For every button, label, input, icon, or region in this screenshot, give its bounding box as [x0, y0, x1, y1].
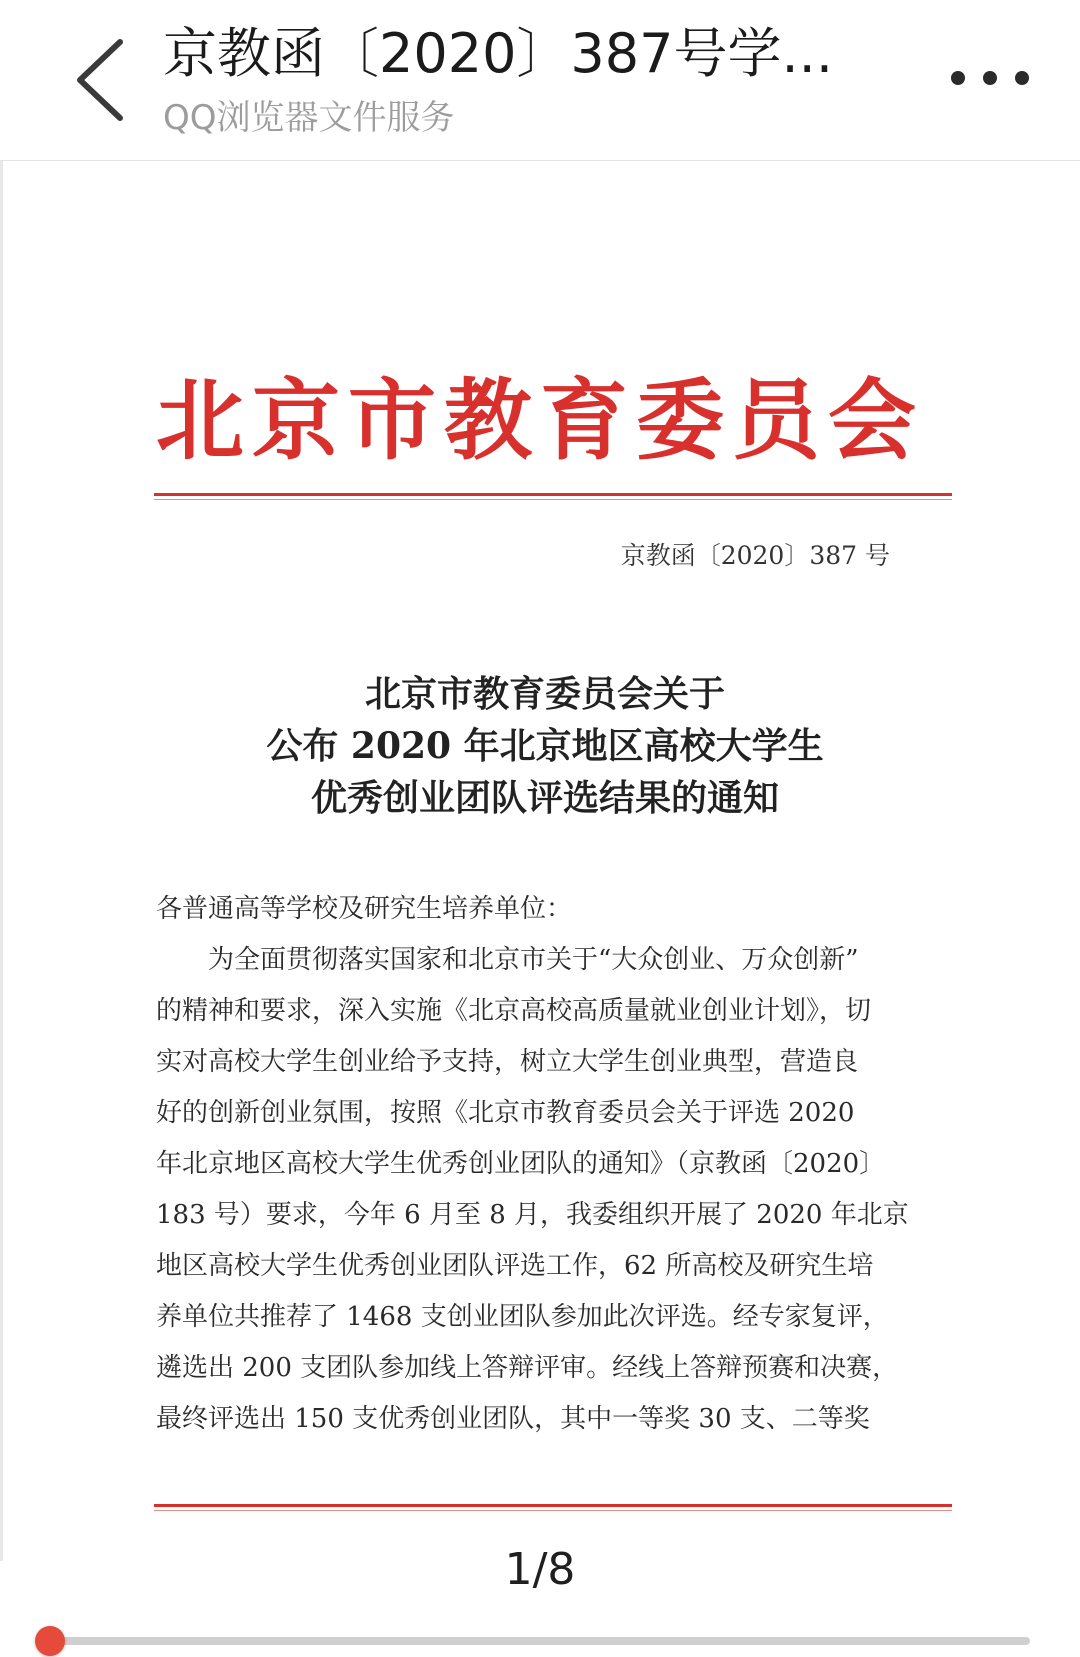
document-body: [156, 935, 916, 1445]
body-line: 好的创新创业氛围，按照《北京市教育委员会关于评选 2020: [156, 1098, 855, 1128]
issuer-letterhead: 北京市教育委员会: [155, 368, 924, 472]
body-line: 183 号）要求，今年 6 月至 8 月，我委组织开展了 2020 年北京: [156, 1200, 909, 1230]
body-line: 遴选出 200 支团队参加线上答辩评审。经线上答辩预赛和决赛，: [156, 1353, 899, 1383]
back-button[interactable]: [62, 30, 142, 130]
letterhead-divider: [154, 493, 952, 500]
heading-line: 北京市教育委员会关于: [364, 673, 725, 715]
more-menu-button[interactable]: [940, 60, 1040, 96]
more-horizontal-icon: [940, 60, 1040, 96]
top-bar: [0, 0, 1080, 161]
file-source-label: QQ浏览器文件服务: [163, 98, 455, 138]
page-indicator: 1/8: [504, 1544, 576, 1595]
body-line: 为全面贯彻落实国家和北京市关于“大众创业、万众创新”: [156, 945, 859, 975]
page-edge: [0, 161, 3, 1561]
page-progress-handle[interactable]: [35, 1626, 65, 1656]
heading-line: 优秀创业团队评选结果的通知: [310, 777, 779, 819]
document-heading: [150, 668, 940, 824]
addressee-line: 各普通高等学校及研究生培养单位：: [156, 894, 573, 924]
body-line: 年北京地区高校大学生优秀创业团队的通知》（京教函〔2020〕: [156, 1149, 886, 1179]
body-line: 最终评选出 150 支优秀创业团队，其中一等奖 30 支、二等奖: [156, 1404, 870, 1434]
body-line: 的精神和要求，深入实施《北京高校高质量就业创业计划》，切: [156, 996, 872, 1026]
footer-divider: [154, 1504, 952, 1511]
body-line: 养单位共推荐了 1468 支创业团队参加此次评选。经专家复评，: [156, 1302, 889, 1332]
body-line: 地区高校大学生优秀创业团队评选工作，62 所高校及研究生培: [156, 1251, 874, 1281]
body-line: 实对高校大学生创业给予支持，树立大学生创业典型，营造良: [156, 1047, 859, 1077]
file-title: 京教函〔2020〕387号学...: [163, 22, 833, 85]
heading-line: 公布 2020 年北京地区高校大学生: [266, 725, 824, 767]
chevron-left-icon: [62, 30, 142, 130]
page-progress-slider[interactable]: [40, 1637, 1030, 1645]
document-number: 京教函〔2020〕387 号: [620, 541, 890, 570]
